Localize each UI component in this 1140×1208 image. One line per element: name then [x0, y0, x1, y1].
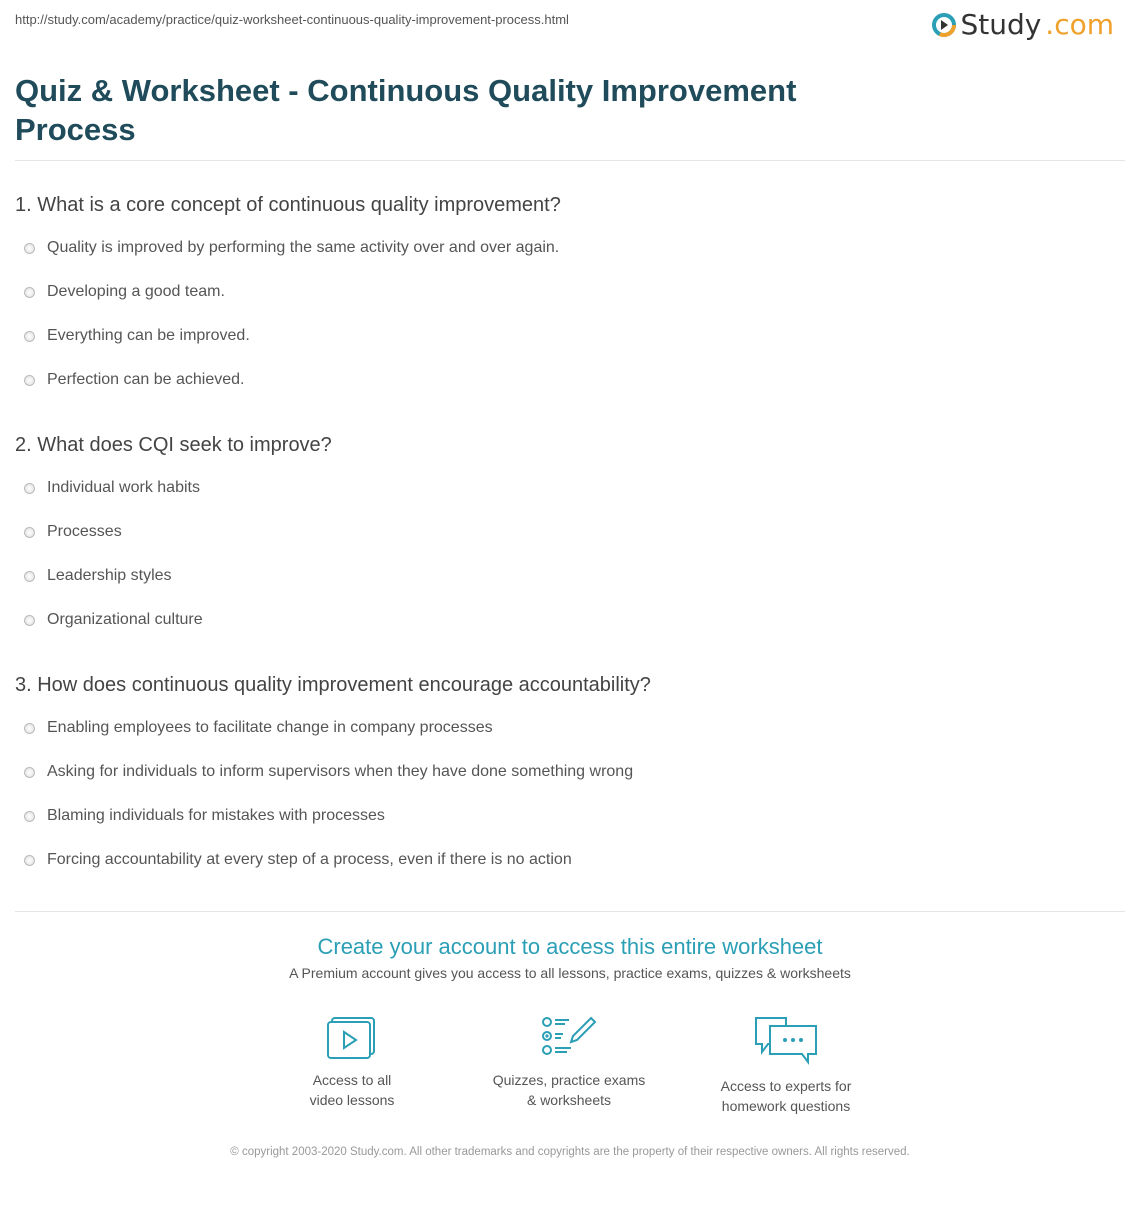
answer-label: Everything can be improved.: [47, 327, 250, 344]
radio-button[interactable]: [24, 723, 35, 734]
divider: [15, 911, 1125, 912]
radio-button[interactable]: [24, 375, 35, 386]
logo-name: Study: [960, 8, 1042, 41]
feature-line1: Access to all: [312, 1072, 392, 1088]
feature-quizzes: [469, 1016, 669, 1110]
answer-option[interactable]: [24, 523, 122, 541]
feature-line2: homework questions: [721, 1098, 851, 1114]
question-1: 1. What is a core concept of continuous quality improvement?: [15, 194, 561, 216]
chat-icon: [754, 1016, 818, 1066]
answer-option[interactable]: [24, 807, 385, 825]
create-account-link[interactable]: Create your account to access this entire worksheet: [317, 934, 823, 959]
radio-button[interactable]: [24, 243, 35, 254]
play-logo-icon: [932, 13, 956, 37]
radio-button[interactable]: [24, 615, 35, 626]
answer-label: Developing a good team.: [47, 283, 225, 300]
answer-label: Perfection can be achieved.: [47, 371, 245, 388]
study-logo[interactable]: [932, 8, 1114, 41]
radio-button[interactable]: [24, 855, 35, 866]
question-2: 2. What does CQI seek to improve?: [15, 434, 332, 456]
question-3: 3. How does continuous quality improvement encourage accountability?: [15, 674, 651, 696]
answer-option[interactable]: [24, 763, 633, 781]
answer-label: Enabling employees to facilitate change in company processes: [47, 719, 493, 736]
answer-label: Asking for individuals to inform supervisors when they have done something wrong: [47, 763, 634, 780]
quiz-icon: [541, 1016, 597, 1060]
answer-label: Leadership styles: [47, 567, 172, 584]
page-title: Quiz & Worksheet - Continuous Quality Improvement Process: [15, 73, 797, 147]
answer-option[interactable]: [24, 371, 244, 389]
answer-option[interactable]: [24, 851, 572, 869]
feature-line2: & worksheets: [526, 1092, 612, 1108]
feature-experts: [686, 1016, 886, 1116]
answer-option[interactable]: [24, 239, 559, 257]
radio-button[interactable]: [24, 767, 35, 778]
answer-option[interactable]: [24, 283, 225, 301]
answer-label: Forcing accountability at every step of a process, even if there is no action: [47, 851, 572, 868]
cta-subtitle: A Premium account gives you access to all lessons, practice exams, quizzes & worksheets: [289, 965, 851, 981]
feature-line2: video lessons: [309, 1092, 395, 1108]
radio-button[interactable]: [24, 483, 35, 494]
radio-button[interactable]: [24, 571, 35, 582]
answer-option[interactable]: [24, 327, 250, 345]
feature-video-lessons: [252, 1016, 452, 1110]
page-url: http://study.com/academy/practice/quiz-worksheet-continuous-quality-improvement-process.html: [15, 12, 569, 27]
feature-line1: Access to experts for: [720, 1078, 852, 1094]
logo-tld: .com: [1045, 8, 1114, 41]
divider: [15, 160, 1125, 161]
copyright: © copyright 2003-2020 Study.com. All other trademarks and copyrights are the property of their respective owners. All rights reserved.: [230, 1146, 910, 1158]
answer-option[interactable]: [24, 611, 203, 629]
feature-line1: Quizzes, practice exams: [492, 1072, 646, 1088]
answer-label: Blaming individuals for mistakes with processes: [47, 807, 385, 824]
answer-label: Individual work habits: [47, 479, 200, 496]
video-lessons-icon: [326, 1016, 378, 1060]
radio-button[interactable]: [24, 287, 35, 298]
answer-option[interactable]: [24, 567, 172, 585]
radio-button[interactable]: [24, 331, 35, 342]
radio-button[interactable]: [24, 527, 35, 538]
answer-label: Organizational culture: [47, 611, 203, 628]
answer-option[interactable]: [24, 719, 493, 737]
answer-option[interactable]: [24, 479, 200, 497]
answer-label: Processes: [47, 523, 122, 540]
answer-label: Quality is improved by performing the same activity over and over again.: [47, 239, 560, 256]
radio-button[interactable]: [24, 811, 35, 822]
